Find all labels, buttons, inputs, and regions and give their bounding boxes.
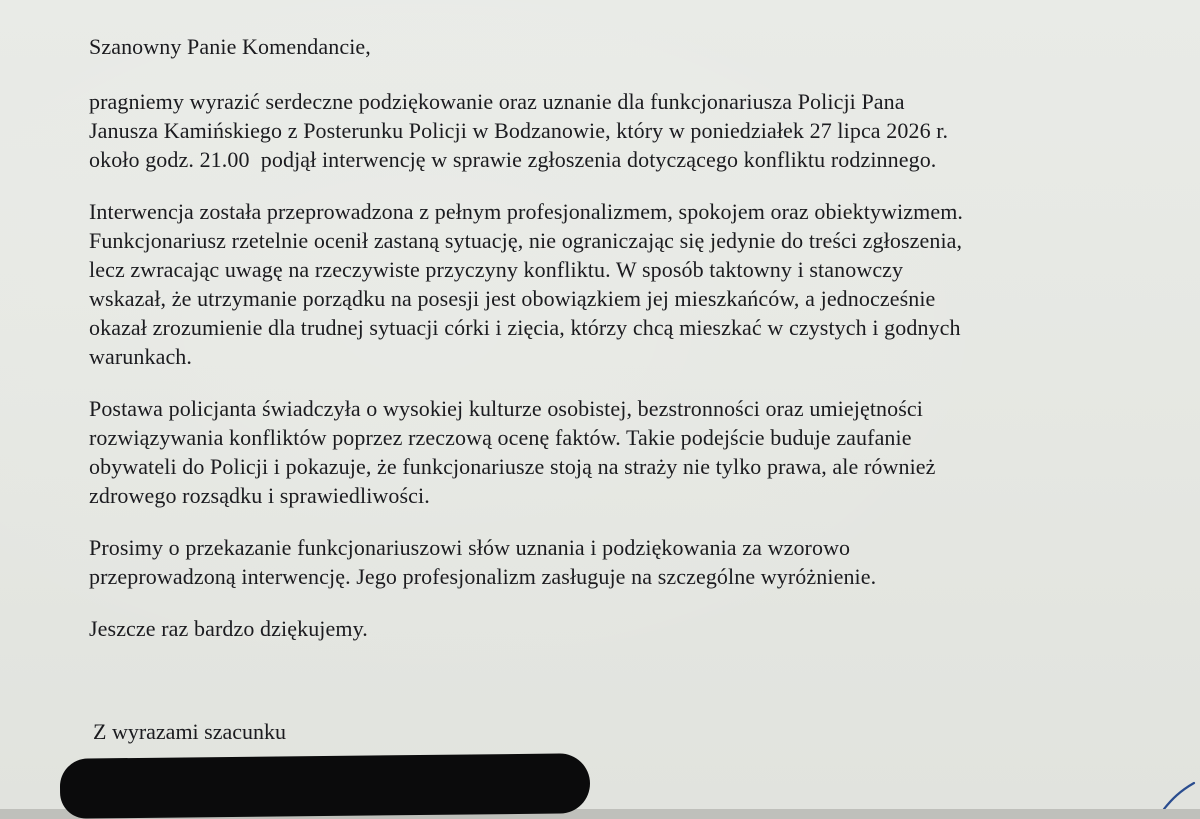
pen-stroke-mark bbox=[1120, 769, 1200, 809]
paragraph-1 bbox=[89, 87, 1169, 174]
paragraph-line: okazał zrozumienie dla trudnej sytuacji córki i zięcia, którzy chcą mieszkać w czystych i godnych bbox=[89, 315, 961, 340]
paragraph-4 bbox=[89, 533, 1169, 591]
letter-body bbox=[89, 32, 1169, 666]
paragraph-line: obywateli do Policji i pokazuje, że funkcjonariusze stoją na straży nie tylko prawa, ale również bbox=[89, 454, 936, 479]
paragraph-line: wskazał, że utrzymanie porządku na posesji jest obowiązkiem jej mieszkańców, a jednocześnie bbox=[89, 286, 936, 311]
paragraph-3 bbox=[89, 394, 1169, 510]
paragraph-line: lecz zwracając uwagę na rzeczywiste przyczyny konfliktu. W sposób taktowny i stanowczy bbox=[89, 257, 904, 282]
paragraph-line: zdrowego rozsądku i sprawiedliwości. bbox=[89, 483, 430, 508]
paragraph-line: Janusza Kamińskiego z Posterunku Policji w Bodzanowie, który w poniedziałek 27 lipca 2026 r. bbox=[89, 118, 949, 143]
paragraph-line: pragniemy wyrazić serdeczne podziękowanie oraz uznanie dla funkcjonariusza Policji Pana bbox=[89, 89, 905, 114]
paragraph-5 bbox=[89, 614, 1169, 643]
paragraph-line: Prosimy o przekazanie funkcjonariuszowi słów uznania i podziękowania za wzorowo bbox=[89, 535, 851, 560]
greeting: Szanowny Panie Komendancie, bbox=[89, 34, 371, 59]
paragraph-line: warunkach. bbox=[89, 344, 193, 369]
paragraph-line: przeprowadzoną interwencję. Jego profesjonalizm zasługuje na szczególne wyróżnienie. bbox=[89, 564, 877, 589]
paragraph-line: Postawa policjanta świadczyła o wysokiej kulturze osobistej, bezstronności oraz umiejętności bbox=[89, 396, 923, 421]
closing-salutation: Z wyrazami szacunku bbox=[93, 719, 287, 744]
paragraph-line: rozwiązywania konfliktów poprzez rzeczową ocenę faktów. Takie podejście buduje zaufanie bbox=[89, 425, 912, 450]
paragraph-line: Interwencja została przeprowadzona z pełnym profesjonalizmem, spokojem oraz obiektywizmem. bbox=[89, 199, 964, 224]
paragraph-2 bbox=[89, 197, 1169, 371]
paragraph-line: Funkcjonariusz rzetelnie ocenił zastaną sytuację, nie ograniczając się jedynie do treści zgłoszenia, bbox=[89, 228, 963, 253]
paragraph-line: Jeszcze raz bardzo dziękujemy. bbox=[89, 616, 368, 641]
paragraph-line: około godz. 21.00 podjął interwencję w sprawie zgłoszenia dotyczącego konfliktu rodzinnego. bbox=[89, 147, 937, 172]
